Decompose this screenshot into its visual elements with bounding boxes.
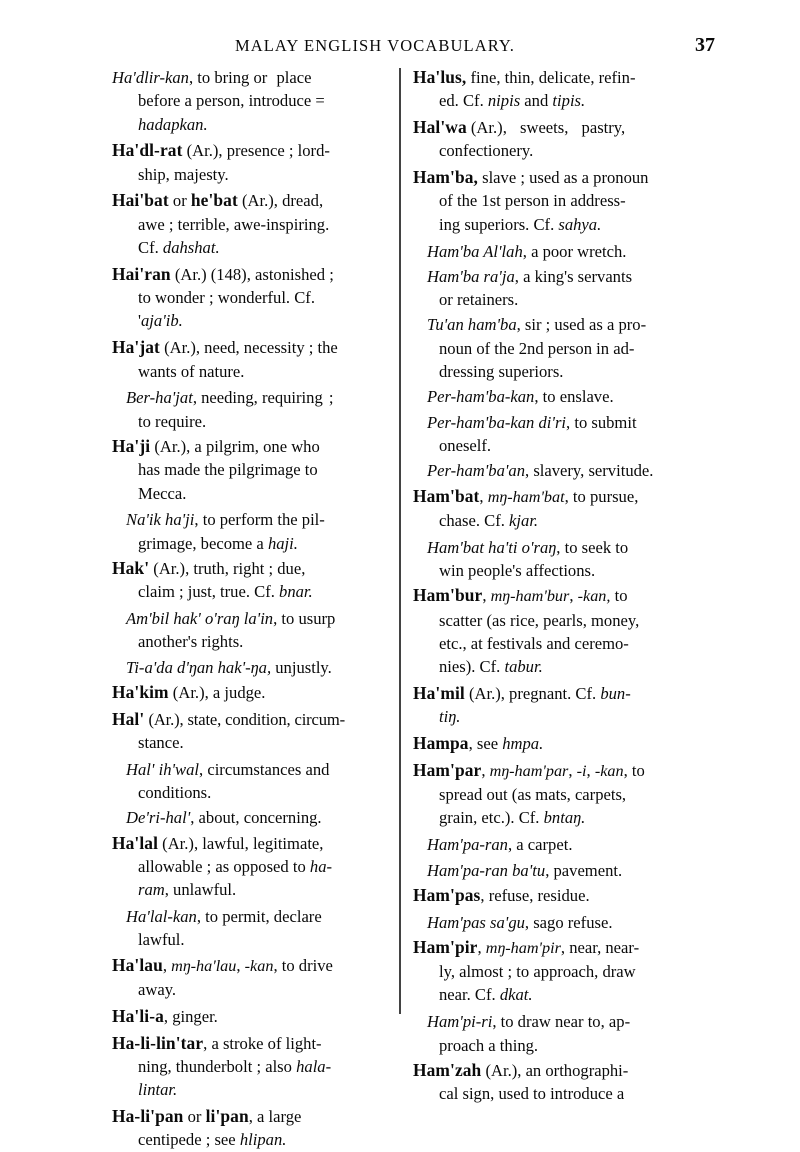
column-right [413, 66, 701, 1105]
entry-hak: Hak' (Ar.), truth, right ; due, claim ; just, true. Cf. bnar. [112, 557, 313, 602]
subentry-hamparan-batu: Ham'pa-ran ba'tu, pavement. [427, 860, 623, 880]
entry-hampas: Ham'pas, refuse, residue. [413, 884, 590, 905]
entry-hambur: Ham'bur, mŋ-ham'bur, -kan, to scatter (as rice, pearls, money, etc., at festivals and ceremo- nies). Cf. tabur. [413, 585, 640, 677]
entry-halipan: Ha-li'pan or li'pan, a large centipede ; see hlipan. [112, 1105, 302, 1150]
subentry-hamba-allah: Ham'ba Al'lah, a poor wretch. [427, 241, 627, 261]
entry-hampar: Ham'par, mŋ-ham'par, -i, -kan, to spread out (as mats, carpets, grain, etc.). Cf. bntaŋ. [413, 759, 645, 828]
subentry-perhambakan: Per-ham'ba-kan, to enslave. [427, 387, 614, 407]
entry-hamzah: Ham'zah (Ar.), an orthographi- cal sign, used to introduce a [413, 1059, 629, 1104]
entry-hal: Hal' (Ar.), state, condition, circum- stance. [112, 708, 346, 753]
entry-hairan: Hai'ran (Ar.) (148), astonished ; to wonder ; wonderful. Cf. 'aja'ib. [112, 263, 334, 331]
entry-haibat: Hai'bat or he'bat (Ar.), dread, awe ; terrible, awe-inspiring. Cf. dahshat. [112, 190, 330, 258]
subentry-perhambaan: Per-ham'ba'an, slavery, servitude. [427, 461, 654, 481]
entry-halus: Ha'lus, fine, thin, delicate, refin- ed. Cf. nipis and tipis. [413, 67, 636, 111]
entry-halilintar: Ha-li-lin'tar, a stroke of light- ning, thunderbolt ; also hala- lintar. [112, 1032, 332, 1100]
entry-hampa: Hampa, see hmpa. [413, 733, 544, 754]
subentry-hampiri: Ham'pi-ri, to draw near to, ap- proach a thing. [427, 1012, 631, 1055]
entry-halwa: Hal'wa (Ar.), sweets, pastry, confectionery. [413, 117, 626, 161]
entry-hadlrat: Ha'dl-rat (Ar.), presence ; lord- ship, majesty. [112, 140, 330, 184]
page-number: 37 [695, 34, 715, 56]
subentry-perhambakan-diri: Per-ham'ba-kan di'ri, to submit oneself. [427, 412, 637, 455]
subentry-hamba-raja: Ham'ba ra'ja, a king's servants or retainers. [427, 266, 633, 310]
column-divider-rule [399, 68, 401, 1014]
subentry-hampas-sagu: Ham'pas sa'gu, sago refuse. [427, 912, 613, 932]
entry-hadlirkan: Ha'dlir-kan, to bring or place before a person, introduce = hadapkan. [112, 68, 325, 134]
subentry-halalkan: Ha'lal-kan, to permit, declare lawful. [126, 907, 322, 950]
entry-hamba: Ham'ba, slave ; used as a pronoun of the 1st person in address- ing superiors. Cf. sahya. [413, 167, 649, 234]
entry-hajat: Ha'jat (Ar.), need, necessity ; the wants of nature. [112, 337, 338, 381]
subentry-hamparan: Ham'pa-ran, a carpet. [427, 835, 573, 855]
entry-hampir: Ham'pir, mŋ-ham'pir, near, near- ly, almost ; to approach, draw near. Cf. dkat. [413, 936, 640, 1005]
running-head [105, 36, 715, 62]
entry-halal: Ha'lal (Ar.), lawful, legitimate, allowable ; as opposed to ha- ram, unlawful. [112, 832, 333, 900]
entry-hamil: Ha'mil (Ar.), pregnant. Cf. bun- tiŋ. [413, 682, 631, 727]
subentry-naik-haji: Na'ik ha'ji, to perform the pil- grimage, become a haji. [126, 510, 325, 553]
subentry-derihal: De'ri-hal', about, concerning. [126, 808, 322, 828]
subentry-tuan-hamba: Tu'an ham'ba, sir ; used as a pro- noun of the 2nd person in ad- dressing superiors. [427, 315, 647, 382]
entry-halia: Ha'li-a, ginger. [112, 1005, 218, 1026]
subentry-berhajat: Ber-ha'jat, needing, requiring ; to require. [126, 388, 334, 431]
entry-hambat: Ham'bat, mŋ-ham'bat, to pursue, chase. Cf. kjar. [413, 485, 639, 530]
page-title: MALAY ENGLISH VOCABULARY. [234, 36, 516, 55]
subentry-hambat-hati-orang: Ham'bat ha'ti o'raŋ, to seek to win people's affections. [427, 537, 629, 580]
subentry-hal-ihwal: Hal' ih'wal, circumstances and conditions. [126, 759, 330, 803]
subentry-ambil-hak: Am'bil hak' o'raŋ la'in, to usurp another's rights. [126, 609, 336, 652]
subentry-tiada-dngan-hak: Ti-a'da d'ŋan hak'-ŋa, unjustly. [126, 657, 332, 677]
entry-hakim: Ha'kim (Ar.), a judge. [112, 681, 266, 702]
column-left [112, 66, 390, 1152]
entry-haji: Ha'ji (Ar.), a pilgrim, one who has made the pilgrimage to Mecca. [112, 435, 320, 503]
entry-halau: Ha'lau, mŋ-ha'lau, -kan, to drive away. [112, 954, 333, 999]
